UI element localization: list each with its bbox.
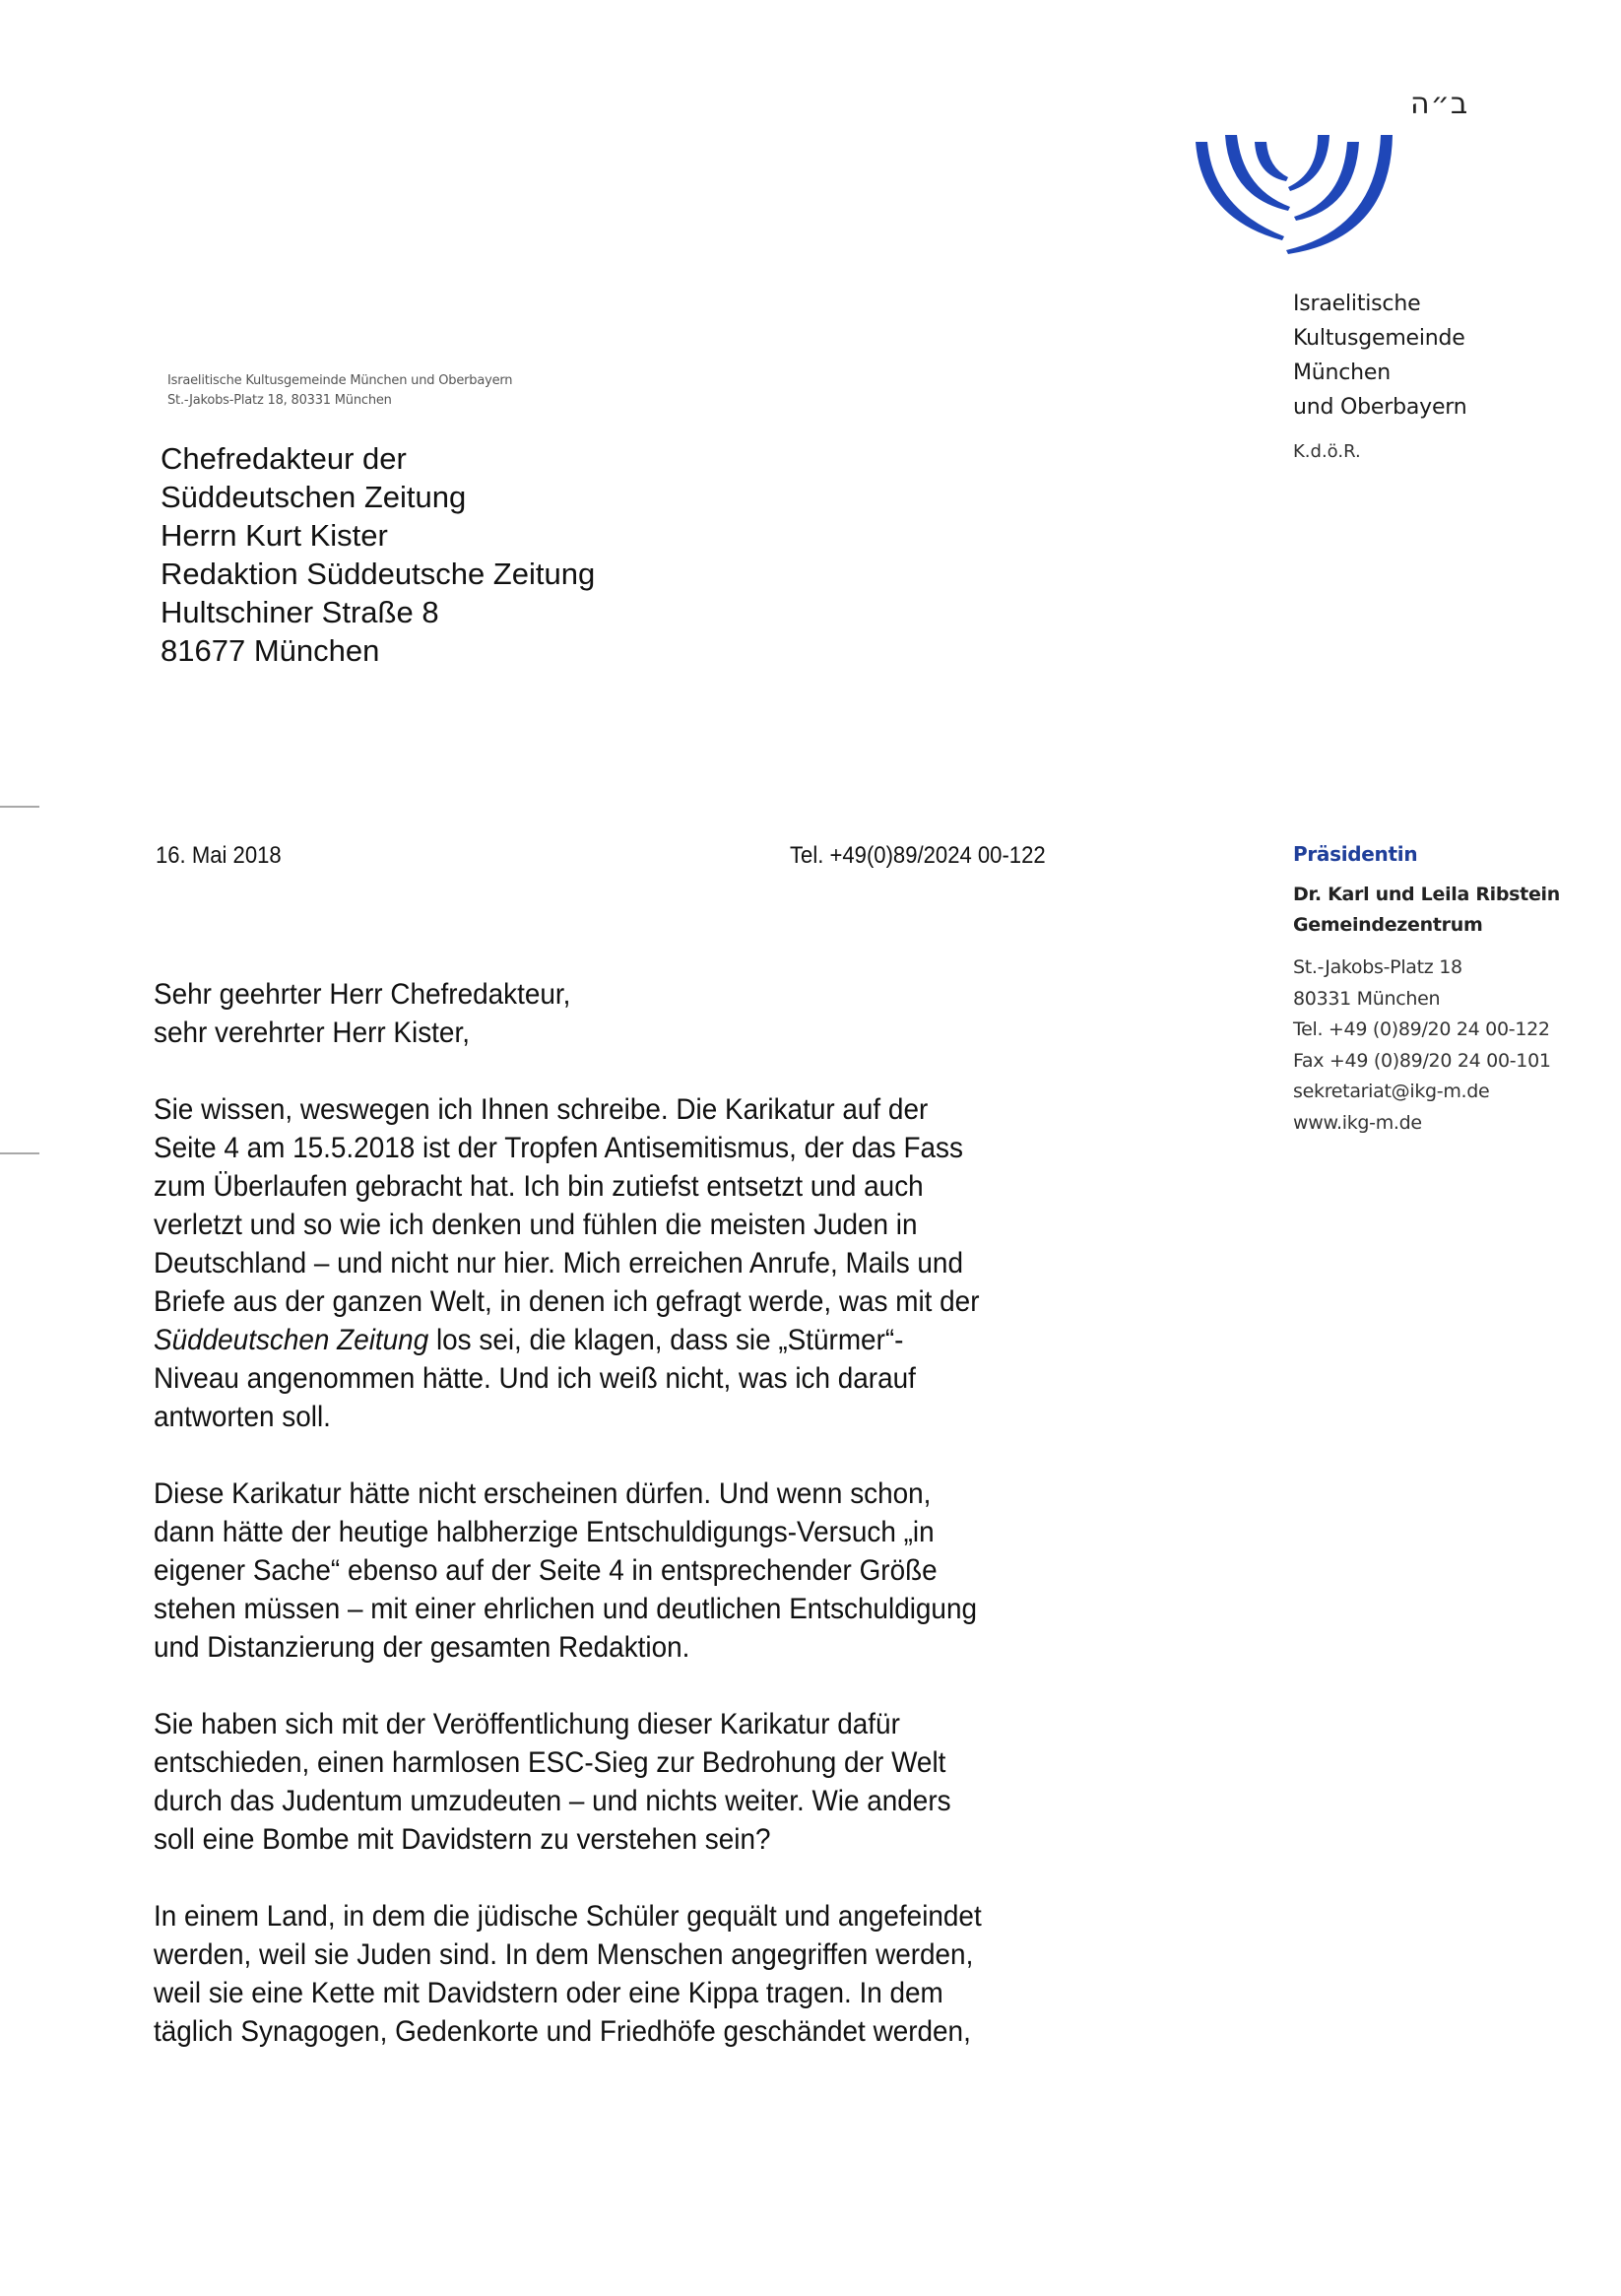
organization-name bbox=[1293, 287, 1467, 425]
body-line: Niveau angenommen hätte. Und ich weiß nicht, was ich darauf bbox=[154, 1362, 916, 1395]
menorah-arcs-logo-icon bbox=[1194, 130, 1400, 258]
body-line: stehen müssen – mit einer ehrlichen und deutlichen Entschuldigung bbox=[154, 1593, 977, 1625]
contact-fax: Fax +49 (0)89/20 24 00-101 bbox=[1293, 1049, 1551, 1072]
body-line: täglich Synagogen, Gedenkorte und Friedhöfe geschändet werden, bbox=[154, 2015, 971, 2048]
contact-street: St.-Jakobs-Platz 18 bbox=[1293, 956, 1462, 978]
hebrew-bh-mark: ב״ה bbox=[1410, 87, 1469, 121]
body-line: zum Überlaufen gebracht hat. Ich bin zutiefst entsetzt und auch bbox=[154, 1170, 924, 1203]
recipient-line: Chefredakteur der bbox=[161, 441, 407, 476]
body-line: Sie haben sich mit der Veröffentlichung dieser Karikatur dafür bbox=[154, 1708, 900, 1740]
center-line: Dr. Karl und Leila Ribstein bbox=[1293, 884, 1560, 905]
body-line bbox=[154, 1321, 1070, 1359]
body-line: dann hätte der heutige halbherzige Entschuldigungs-Versuch „in bbox=[154, 1516, 935, 1548]
paragraph-1 bbox=[154, 1090, 1138, 1436]
salutation-line: Sehr geehrter Herr Chefredakteur, bbox=[154, 978, 571, 1011]
sender-return-address bbox=[167, 371, 512, 411]
body-line: und Distanzierung der gesamten Redaktion. bbox=[154, 1631, 690, 1664]
org-line: und Oberbayern bbox=[1293, 395, 1467, 420]
body-line: werden, weil sie Juden sind. In dem Menschen angegriffen werden, bbox=[154, 1938, 974, 1971]
center-line: Gemeindezentrum bbox=[1293, 914, 1483, 936]
sender-line-1: Israelitische Kultusgemeinde München und Oberbayern bbox=[167, 373, 513, 388]
community-center bbox=[1293, 880, 1560, 941]
body-line: Briefe aus der ganzen Welt, in denen ich gefragt werde, was mit der bbox=[154, 1285, 980, 1318]
body-line: Seite 4 am 15.5.2018 ist der Tropfen Antisemitismus, der das Fass bbox=[154, 1132, 963, 1164]
org-line: München bbox=[1293, 361, 1391, 385]
fold-mark-middle bbox=[0, 1152, 39, 1154]
recipient-line: Redaktion Süddeutsche Zeitung bbox=[161, 557, 596, 591]
paragraph-4 bbox=[154, 1897, 1138, 2051]
contact-phone: Tel. +49 (0)89/20 24 00-122 bbox=[1293, 1018, 1550, 1040]
body-line: antworten soll. bbox=[154, 1401, 331, 1433]
contact-details bbox=[1293, 952, 1560, 1139]
recipient-line: Süddeutschen Zeitung bbox=[161, 480, 467, 514]
body-line: verletzt und so wie ich denken und fühlen die meisten Juden in bbox=[154, 1209, 918, 1241]
org-line: Kultusgemeinde bbox=[1293, 326, 1465, 351]
sender-line-2: St.-Jakobs-Platz 18, 80331 München bbox=[167, 393, 392, 408]
salutation-line: sehr verehrter Herr Kister, bbox=[154, 1017, 470, 1049]
contact-website-link[interactable]: www.ikg-m.de bbox=[1293, 1111, 1422, 1134]
recipient-address bbox=[161, 439, 595, 670]
letter-tel: Tel. +49(0)89/2024 00-122 bbox=[790, 842, 1046, 869]
body-line: durch das Judentum umzudeuten – und nichts weiter. Wie anders bbox=[154, 1785, 951, 1817]
recipient-line: Hultschiner Straße 8 bbox=[161, 595, 439, 629]
contact-email-link[interactable]: sekretariat@ikg-m.de bbox=[1293, 1081, 1490, 1102]
org-legal-form: K.d.ö.R. bbox=[1293, 441, 1361, 462]
sidebar-contact bbox=[1293, 842, 1560, 1139]
newspaper-name-italic: Süddeutschen Zeitung bbox=[154, 1324, 429, 1356]
body-line: Diese Karikatur hätte nicht erscheinen dürfen. Und wenn schon, bbox=[154, 1477, 932, 1510]
body-line-rest: los sei, die klagen, dass sie „Stürmer“- bbox=[428, 1324, 904, 1356]
body-line: entschieden, einen harmlosen ESC-Sieg zur Bedrohung der Welt bbox=[154, 1746, 946, 1779]
recipient-line: 81677 München bbox=[161, 633, 380, 668]
body-line: eigener Sache“ ebenso auf der Seite 4 in entsprechender Größe bbox=[154, 1554, 938, 1587]
salutation bbox=[154, 975, 1138, 1052]
fold-mark-top bbox=[0, 806, 39, 808]
sidebar-title: Präsidentin bbox=[1293, 842, 1418, 866]
paragraph-3 bbox=[154, 1705, 1138, 1859]
letter-date: 16. Mai 2018 bbox=[156, 842, 282, 869]
body-line: weil sie eine Kette mit Davidstern oder eine Kippa tragen. In dem bbox=[154, 1977, 943, 2009]
contact-city: 80331 München bbox=[1293, 987, 1441, 1010]
body-line: soll eine Bombe mit Davidstern zu verstehen sein? bbox=[154, 1823, 771, 1856]
recipient-line: Herrn Kurt Kister bbox=[161, 518, 388, 553]
paragraph-2 bbox=[154, 1475, 1138, 1667]
body-line: In einem Land, in dem die jüdische Schüler gequält und angefeindet bbox=[154, 1900, 982, 1933]
org-line: Israelitische bbox=[1293, 292, 1421, 316]
letter-body bbox=[154, 975, 1138, 2089]
body-line: Sie wissen, weswegen ich Ihnen schreibe. Die Karikatur auf der bbox=[154, 1093, 929, 1126]
body-line: Deutschland – und nicht nur hier. Mich erreichen Anrufe, Mails und bbox=[154, 1247, 963, 1279]
